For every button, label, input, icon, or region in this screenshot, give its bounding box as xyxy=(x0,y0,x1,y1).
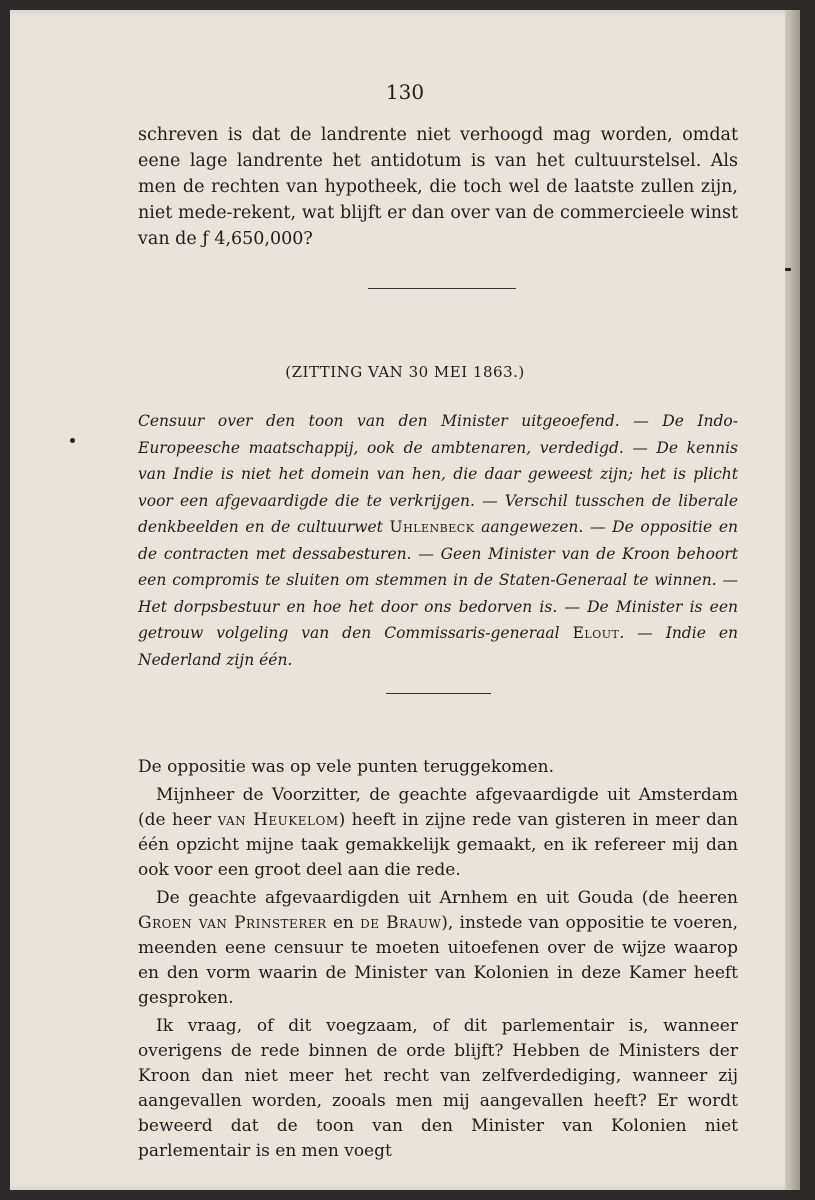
paragraph-voorzitter xyxy=(138,783,738,883)
paragraph-ik-vraag: Ik vraag, of dit voegzaam, of dit parlementair is, wanneer overigens de rede binnen de orde blijft? Hebben de Ministers der Kroon dan niet meer het recht van zelfverdediging, wanneer zij aangevallen worden, zooals men mij aangevallen heeft? Er wordt beweerd dat de toon van den Minister van Kolonien niet parlementair is en men voegt xyxy=(138,1016,738,1161)
summary-divider xyxy=(386,693,491,694)
p3-text-b: ), instede van oppositie te voeren, meenden eene censuur te moeten uitoefenen over de wijze waarop en den vorm waarin de Minister van Kolonien in deze Kamer heeft gesproken. xyxy=(138,913,738,1008)
name-van-heukelom: van Heukelom xyxy=(217,810,339,830)
name-groen-van-prinsterer: Groen van Prinsterer xyxy=(138,913,327,933)
summary-name-elout: Elout xyxy=(572,624,620,642)
book-page xyxy=(10,10,800,1190)
name-de-brauw: de Brauw xyxy=(360,913,442,933)
p3-text-a: De geachte afgevaardigden uit Arnhem en uit Gouda (de heeren xyxy=(156,888,738,908)
p2-text-b: ) heeft in zijne rede van gisteren in meer dan één opzicht mijne taak gemakkelijk gemaakt, en ik refereer mij dan ook voor een groot deel aan die rede. xyxy=(138,810,738,880)
summary-text-2: aangewezen. — De oppositie en de contracten met dessabesturen. — Geen Minister van de Kroon behoort een compromis te sluiten om stemmen in de Staten-Generaal te winnen. — Het dorpsbestuur en hoe het door ons bedorven is. — De Minister is een getrouw volgeling van den Commissaris-generaal xyxy=(138,518,738,642)
ink-speck xyxy=(785,268,791,271)
page-number: 130 xyxy=(385,80,425,104)
speech-body xyxy=(138,755,738,1167)
paragraph-arnhem-gouda xyxy=(138,886,738,1011)
session-summary xyxy=(138,408,738,673)
summary-name-uhlenbeck: Uhlenbeck xyxy=(389,518,475,536)
session-heading: (ZITTING VAN 30 MEI 1863.) xyxy=(285,363,525,381)
paragraph-intro: De oppositie was op vele punten teruggekomen. xyxy=(138,757,555,777)
ink-speck xyxy=(70,438,75,443)
page-spine-edge xyxy=(785,10,800,1190)
p2-text-a: Mijnheer de Voorzitter, de geachte afgevaardigde uit Amsterdam (de heer xyxy=(138,785,738,830)
section-divider xyxy=(368,288,516,289)
summary-text-1: Censuur over den toon van den Minister uitgeoefend. — De Indo-Europeesche maatschappij, ook de ambtenaren, verdedigd. — De kennis van Indie is niet het domein van hen, die daar geweest zijn; het is plicht voor een afgevaardigde die te verkrijgen. — Verschil tusschen de liberale denkbeelden en de cultuurwet xyxy=(138,412,738,536)
opening-paragraph: schreven is dat de landrente niet verhoogd mag worden, omdat eene lage landrente het antidotum is van het cultuurstelsel. Als men de rechten van hypotheek, die toch wel de laatste zullen zijn, niet mede-rekent, wat blijft er dan over van de commercieele winst van de ƒ 4,650,000? xyxy=(138,125,738,249)
p3-text-mid: en xyxy=(332,913,354,933)
summary-text-3: . — Indie en Nederland zijn één. xyxy=(138,624,738,669)
